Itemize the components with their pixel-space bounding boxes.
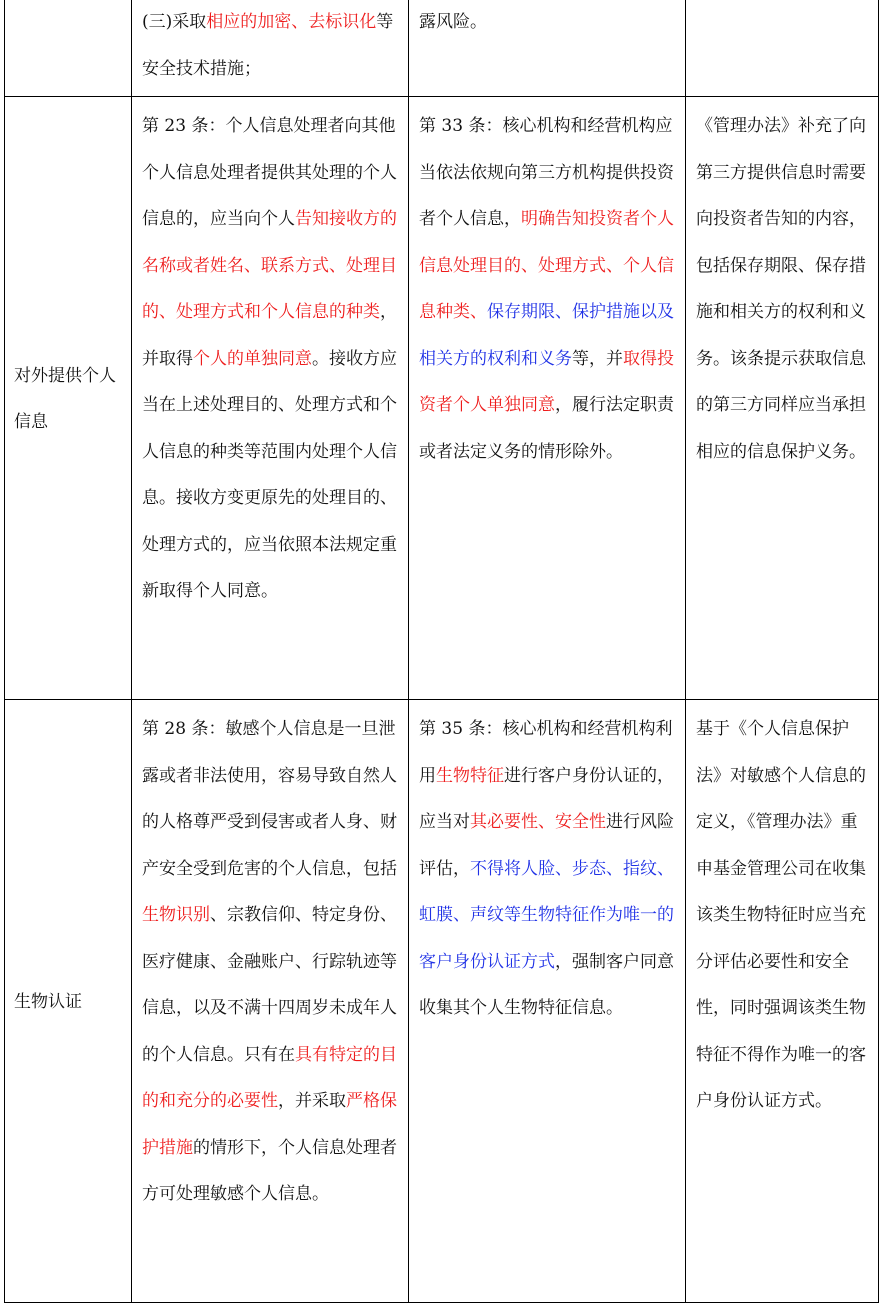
category-cell: 生物认证 <box>5 700 132 1303</box>
body-text: ，履行法定职责或者法定义务的情形除外。 <box>419 395 674 462</box>
body-text: 第 28 条：敏感个人信息是一旦泄露或者非法使用，容易导致自然人的人格尊严受到侵害或者人身、财产安全受到危害的个人信息，包括 <box>142 719 397 879</box>
table-row-biometric-authentication <box>5 700 879 1303</box>
highlight-blue-text: 保存期限、保护措施以及相关方的权利和义务 <box>419 302 674 369</box>
table-row-encryption-continued <box>5 0 879 97</box>
highlight-blue-text: 不得将人脸、步态、指纹、虹膜、声纹等生物特征作为唯一的客户身份认证方式 <box>419 858 674 972</box>
highlight-red-text: 个人的单独同意 <box>193 348 312 369</box>
highlight-red-text: 相应的加密、去标识化 <box>206 12 377 32</box>
pipl-cell <box>132 700 409 1303</box>
note-cell <box>686 97 879 700</box>
measures-cell <box>409 0 686 97</box>
body-text: 等安全技术措施； <box>142 12 394 79</box>
highlight-red-text: 取得投资者个人单独同意 <box>419 348 674 415</box>
comparison-table <box>4 0 879 1303</box>
table-row-external-provision <box>5 97 879 700</box>
body-text: 进行风险评估， <box>419 812 674 879</box>
category-cell <box>5 0 132 97</box>
highlight-red-text: 生物识别 <box>142 905 210 925</box>
measures-cell <box>409 97 686 700</box>
highlight-red-text: 告知接收方的名称或者姓名、联系方式、处理目的、处理方式和个人信息的种类 <box>142 209 397 322</box>
highlight-red-text: 其必要性、安全性 <box>470 812 606 832</box>
body-text: ，强制客户同意收集其个人生物特征信息。 <box>419 951 674 1018</box>
highlight-red-text: 明确告知投资者个人信息处理目的、处理方式、个人信息种类、 <box>419 209 674 322</box>
body-text: ，并采取 <box>278 1091 346 1111</box>
body-text: 基于《个人信息保护法》对敏感个人信息的定义，《管理办法》重申基金管理公司在收集该类生物特征时应当充分评估必要性和安全性，同时强调该类生物特征不得作为唯一的客户身份认证方式。 <box>696 719 866 1111</box>
highlight-red-text: 生物特征 <box>436 765 504 786</box>
body-text: 等，并 <box>572 348 623 369</box>
pipl-cell <box>132 0 409 97</box>
measures-cell <box>409 700 686 1303</box>
body-text: 第 23 条：个人信息处理者向其他个人信息处理者提供其处理的个人信息的，应当向个人 <box>142 116 397 229</box>
body-text: 进行客户身份认证的，应当对 <box>419 765 674 832</box>
highlight-red-text: 严格保护措施 <box>142 1091 397 1158</box>
note-cell <box>686 0 879 97</box>
body-text: 的情形下，个人信息处理者方可处理敏感个人信息。 <box>142 1137 397 1204</box>
body-text: 第 33 条：核心机构和经营机构应当依法依规向第三方机构提供投资者个人信息， <box>419 116 674 229</box>
category-cell: 对外提供个人信息 <box>5 97 132 700</box>
body-text: 《管理办法》补充了向第三方提供信息时需要向投资者告知的内容，包括保存期限、保存措施和相关方的权利和义务。该条提示获取信息的第三方同样应当承担相应的信息保护义务。 <box>696 116 866 462</box>
body-text: 、宗教信仰、特定身份、医疗健康、金融账户、行踪轨迹等信息，以及不满十四周岁未成年人的个人信息。只有在 <box>142 905 397 1065</box>
body-text: ，并取得 <box>142 302 397 369</box>
pipl-cell <box>132 97 409 700</box>
note-cell <box>686 700 879 1303</box>
body-text: 露风险。 <box>419 12 487 32</box>
body-text: 。接收方应当在上述处理目的、处理方式和个人信息的种类等范围内处理个人信息。接收方变更原先的处理目的、处理方式的，应当依照本法规定重新取得个人同意。 <box>142 348 397 601</box>
body-text: (三)采取 <box>142 12 207 32</box>
highlight-red-text: 具有特定的目的和充分的必要性 <box>142 1044 397 1111</box>
body-text: 第 35 条：核心机构和经营机构利用 <box>419 719 673 786</box>
